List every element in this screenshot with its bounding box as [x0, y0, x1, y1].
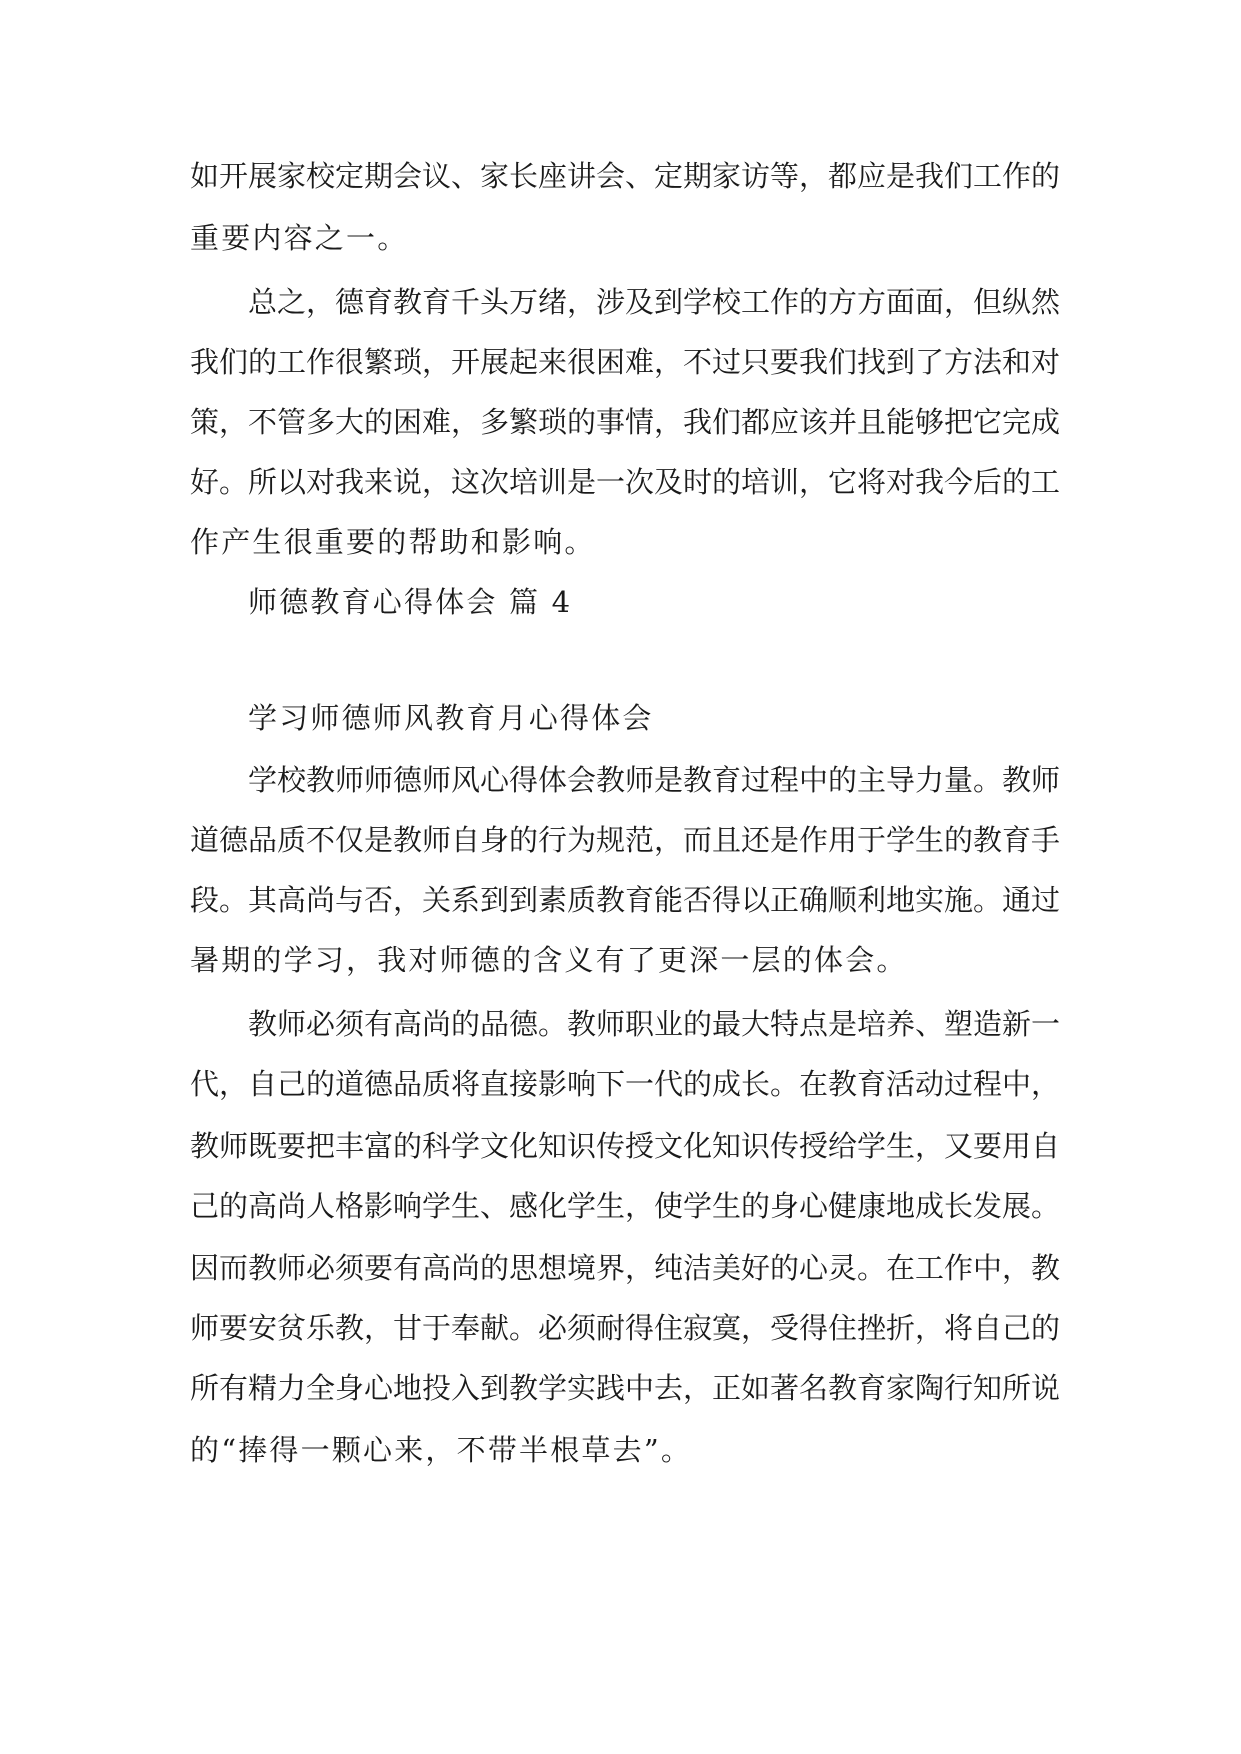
section-heading: 师德教育心得体会 篇 4: [248, 585, 573, 619]
paragraph-first-line: 学校教师师德师风心得体会教师是教育过程中的主导力量。教师: [248, 763, 1061, 797]
text-line: 己的高尚人格影响学生、感化学生，使学生的身心健康地成长发展。: [190, 1189, 1061, 1223]
paragraph-first-line: 教师必须有高尚的品德。教师职业的最大特点是培养、塑造新一: [248, 1007, 1061, 1041]
text-line: 的“捧得一颗心来，不带半根草去”。: [190, 1433, 693, 1467]
text-line: 作产生很重要的帮助和影响。: [190, 525, 596, 559]
text-line: 重要内容之一。: [190, 221, 409, 255]
text-line: 所有精力全身心地投入到教学实践中去，正如著名教育家陶行知所说: [190, 1371, 1061, 1405]
article-title: 学习师德师风教育月心得体会: [248, 701, 654, 735]
text-line: 因而教师必须要有高尚的思想境界，纯洁美好的心灵。在工作中，教: [190, 1251, 1061, 1285]
text-line: 如开展家校定期会议、家长座讲会、定期家访等，都应是我们工作的: [190, 159, 1061, 193]
text-line: 好。所以对我来说，这次培训是一次及时的培训，它将对我今后的工: [190, 465, 1061, 499]
text-line: 道德品质不仅是教师自身的行为规范，而且还是作用于学生的教育手: [190, 823, 1061, 857]
paragraph-first-line: 总之，德育教育千头万绪，涉及到学校工作的方方面面，但纵然: [248, 285, 1061, 319]
text-line: 策，不管多大的困难，多繁琐的事情，我们都应该并且能够把它完成: [190, 405, 1061, 439]
text-line: 段。其高尚与否，关系到到素质教育能否得以正确顺利地实施。通过: [190, 883, 1061, 917]
text-line: 师要安贫乐教，甘于奉献。必须耐得住寂寞，受得住挫折，将自己的: [190, 1311, 1061, 1345]
text-line: 暑期的学习，我对师德的含义有了更深一层的体会。: [190, 943, 908, 977]
text-line: 教师既要把丰富的科学文化知识传授文化知识传授给学生，又要用自: [190, 1129, 1061, 1163]
text-line: 代，自己的道德品质将直接影响下一代的成长。在教育活动过程中，: [190, 1067, 1061, 1101]
text-line: 我们的工作很繁琐，开展起来很困难，不过只要我们找到了方法和对: [190, 345, 1061, 379]
